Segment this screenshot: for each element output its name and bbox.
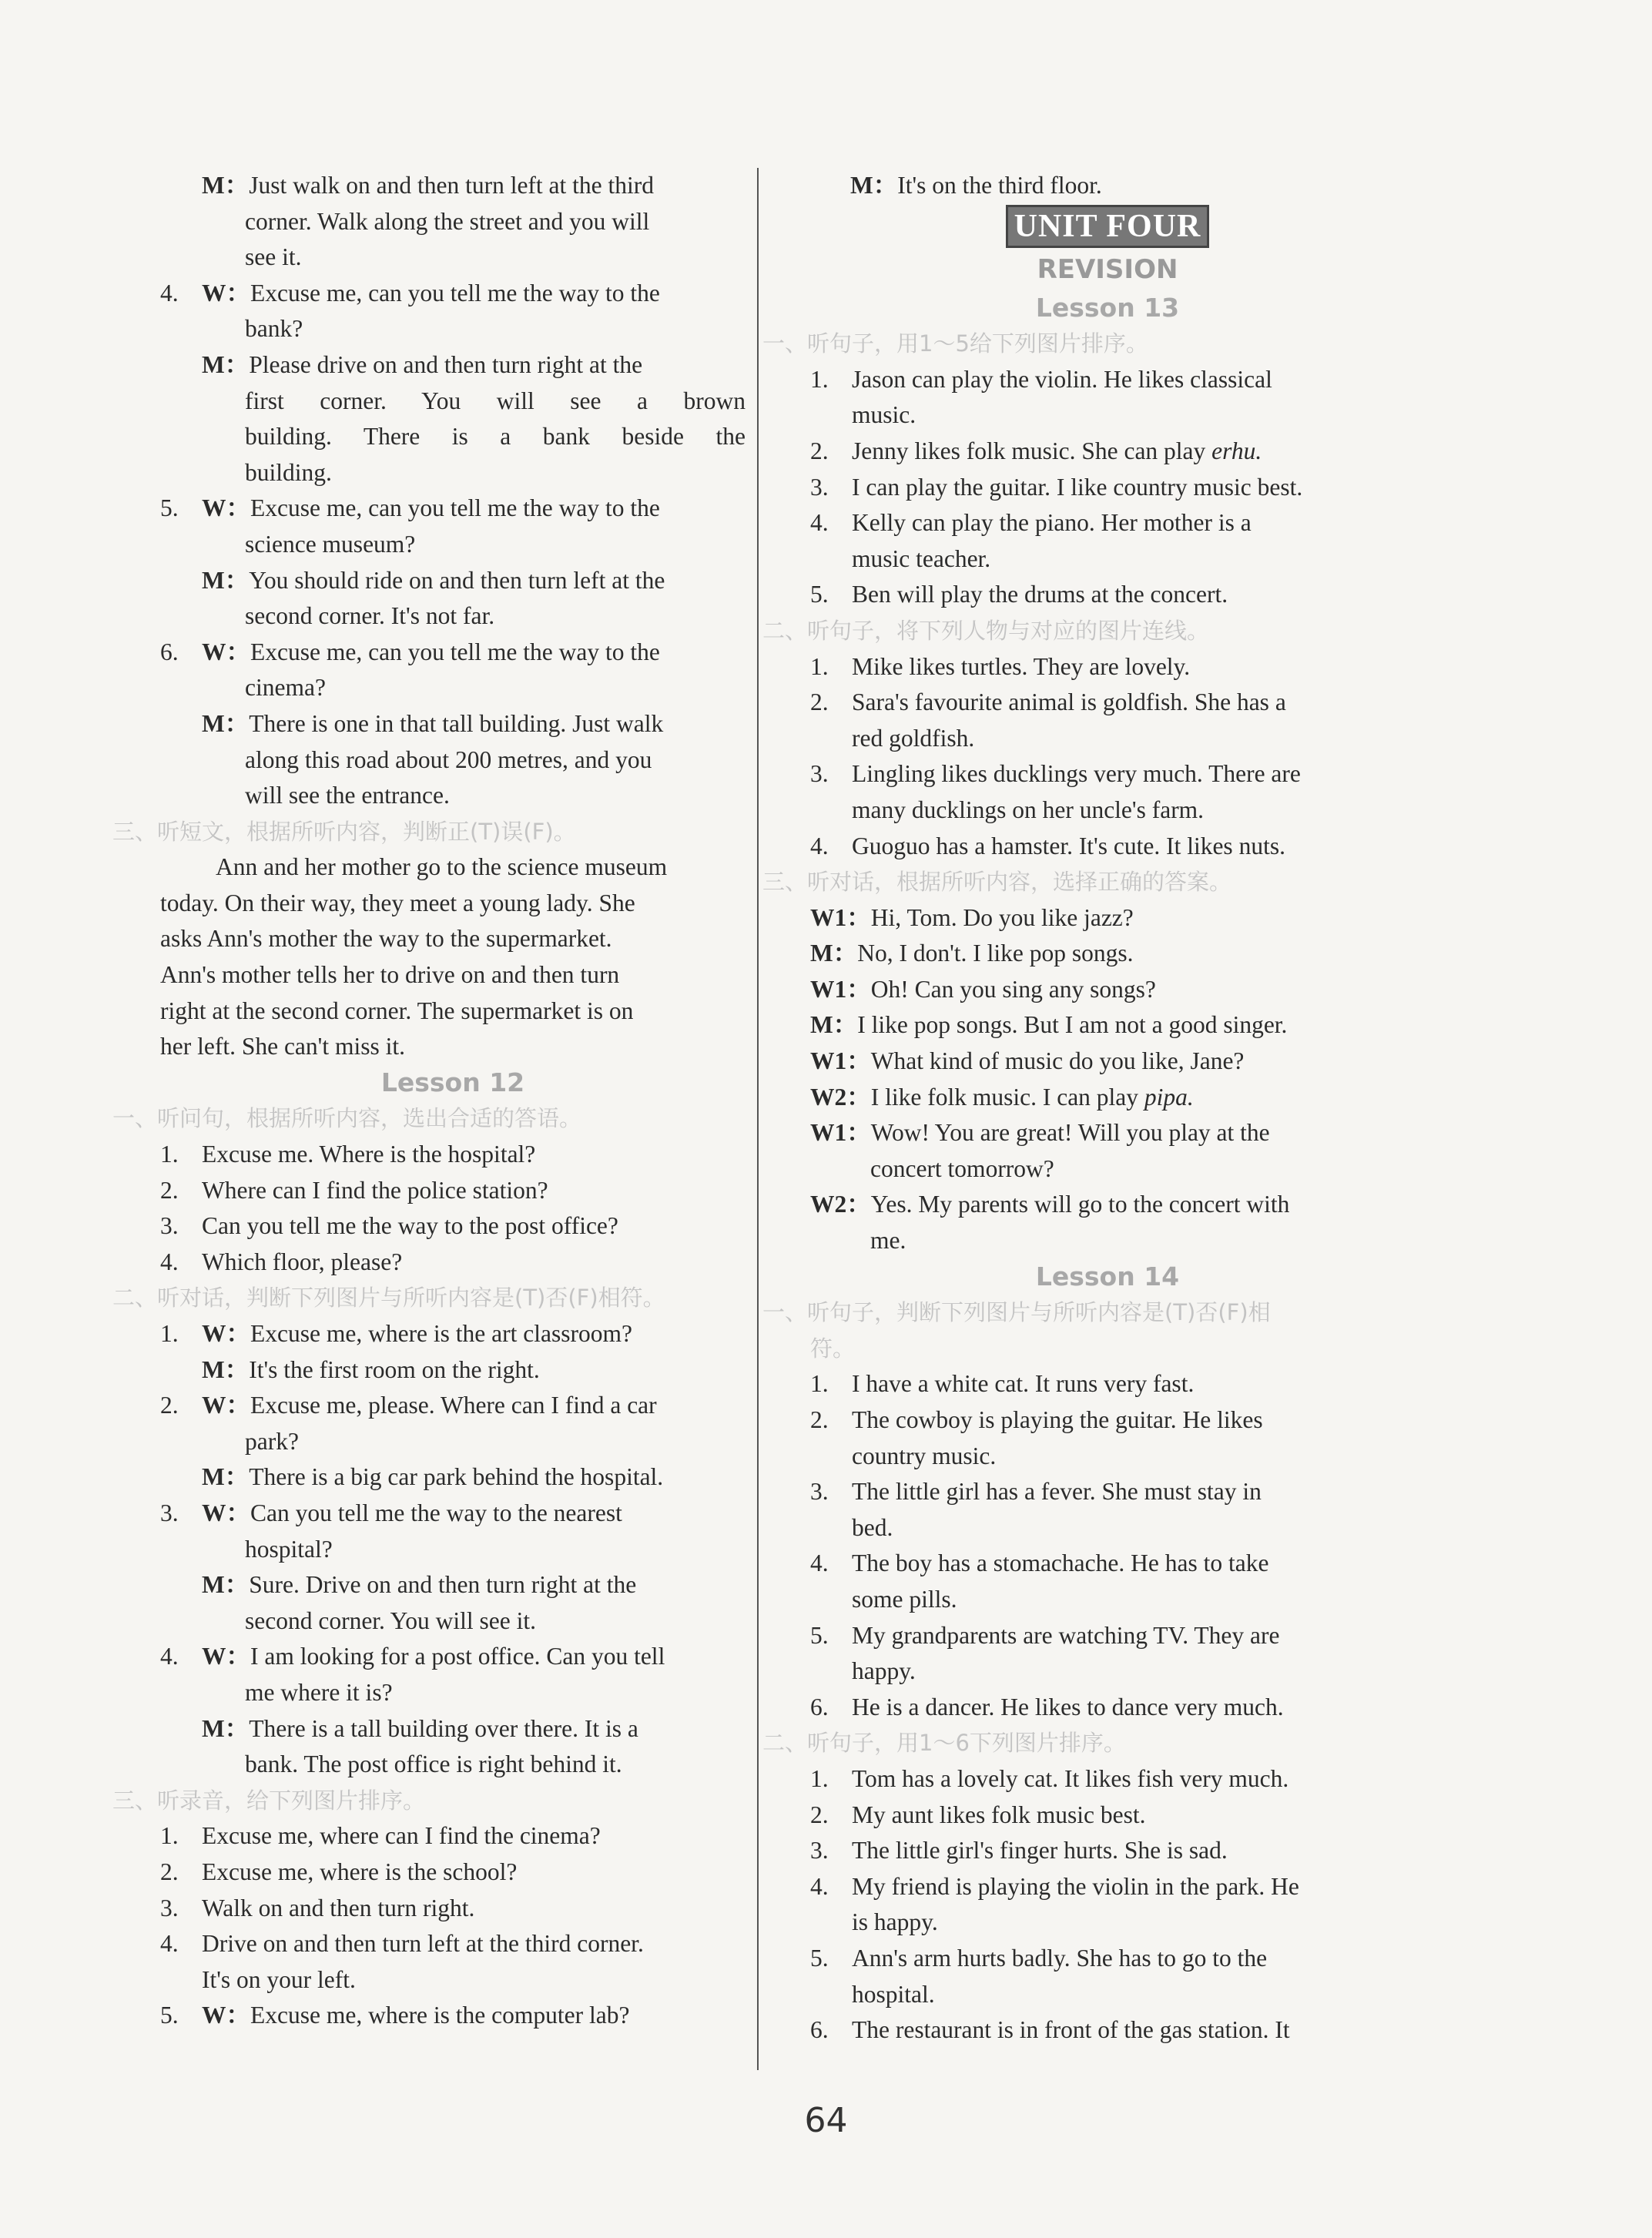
section-title: 一、听句子，用1～5给下列图片排序。	[762, 330, 1148, 357]
dialogue-line: 3. W：Can you tell me the way to the nearest	[160, 1499, 622, 1526]
unit-title: UNIT FOUR	[1006, 205, 1210, 248]
list-item: country music.	[852, 1442, 997, 1469]
list-item: 4. Which floor, please?	[160, 1248, 403, 1275]
list-item: 3. Lingling likes ducklings very much. There are	[810, 760, 1301, 788]
lesson-heading: Lesson 14	[1035, 1261, 1180, 1292]
dialogue-line: park?	[245, 1427, 299, 1455]
list-item: 3. The little girl has a fever. She must stay in	[810, 1478, 1262, 1506]
list-item: red goldfish.	[852, 724, 975, 752]
list-item: happy.	[852, 1657, 916, 1685]
dialogue-line: cinema?	[245, 674, 326, 702]
list-item: music.	[852, 401, 916, 429]
dialogue-line: W1：Wow! You are great! Will you play at the	[810, 1119, 1270, 1147]
dialogue-line: concert tomorrow?	[870, 1154, 1054, 1182]
dialogue-line: M：There is a tall building over there. It is a	[202, 1714, 638, 1742]
list-item: is happy.	[852, 1908, 938, 1936]
list-item: 4. Drive on and then turn left at the third corner.	[160, 1930, 644, 1958]
dialogue-line: corner. Walk along the street and you will	[245, 207, 650, 235]
dialogue-line: me where it is?	[245, 1678, 393, 1706]
section-title: 一、听问句，根据所听内容，选出合适的答语。	[112, 1105, 582, 1132]
section-title: 三、听录音，给下列图片排序。	[112, 1787, 426, 1814]
list-item: hospital.	[852, 1980, 935, 2008]
dialogue-line: 4. W：Excuse me, can you tell me the way to the	[160, 279, 660, 307]
section-title: 二、听句子，将下列人物与对应的图片连线。	[762, 617, 1210, 644]
dialogue-line: W1：Hi, Tom. Do you like jazz?	[810, 903, 1134, 931]
list-item: 6. He is a dancer. He likes to dance very much.	[810, 1693, 1284, 1720]
dialogue-line: 6. W：Excuse me, can you tell me the way to the	[160, 638, 660, 665]
dialogue-line: second corner. You will see it.	[245, 1606, 536, 1634]
column-divider	[757, 168, 759, 2070]
dialogue-line: first corner. You will see a brown	[245, 387, 746, 414]
dialogue-line: 4. W：I am looking for a post office. Can you tell	[160, 1643, 665, 1670]
dialogue-line: hospital?	[245, 1535, 333, 1563]
dialogue-line: M：There is a big car park behind the hospital.	[202, 1463, 664, 1491]
list-item: 4. The boy has a stomachache. He has to take	[810, 1550, 1269, 1577]
list-item: 1. Tom has a lovely cat. It likes fish very much.	[810, 1764, 1289, 1792]
list-item: some pills.	[852, 1585, 957, 1613]
passage-line: asks Ann's mother the way to the supermarket.	[160, 925, 612, 953]
list-item: 2. My aunt likes folk music best.	[810, 1801, 1146, 1828]
section-title: 二、听句子，用1～6下列图片排序。	[762, 1730, 1126, 1757]
list-item: 5. Ben will play the drums at the concert.	[810, 581, 1228, 608]
dialogue-line: 2. W：Excuse me, please. Where can I find a car	[160, 1392, 657, 1419]
dialogue-line: M：You should ride on and then turn left at the	[202, 566, 665, 594]
list-item: 4. My friend is playing the violin in the park. He	[810, 1872, 1299, 1900]
dialogue-line: M：Sure. Drive on and then turn right at the	[202, 1571, 637, 1599]
list-item: 1. Excuse me. Where is the hospital?	[160, 1141, 536, 1168]
dialogue-line: W2：Yes. My parents will go to the concert with	[810, 1191, 1290, 1218]
section-title: 符。	[810, 1335, 856, 1362]
list-item: 1. Excuse me, where can I find the cinema?	[160, 1822, 601, 1850]
list-item: 2. Excuse me, where is the school?	[160, 1858, 518, 1885]
list-item: bed.	[852, 1513, 893, 1541]
dialogue-line: 1. W：Excuse me, where is the art classroom?	[160, 1320, 632, 1347]
dialogue-line: see it.	[245, 243, 302, 271]
list-item: 3. Walk on and then turn right.	[160, 1894, 475, 1921]
dialogue-line: M：No, I don't. I like pop songs.	[810, 940, 1134, 967]
list-item: music teacher.	[852, 544, 991, 572]
list-item: 4. Guoguo has a hamster. It's cute. It likes nuts.	[810, 832, 1285, 859]
list-item: many ducklings on her uncle's farm.	[852, 796, 1205, 823]
list-item: 4. Kelly can play the piano. Her mother is a	[810, 509, 1252, 537]
dialogue-line: me.	[870, 1227, 906, 1255]
unit-banner	[810, 204, 1405, 249]
dialogue-line: along this road about 200 metres, and you	[245, 745, 652, 773]
list-item: 2. Sara's favourite animal is goldfish. She has a	[810, 688, 1286, 716]
passage-line: her left. She can't miss it.	[160, 1033, 405, 1060]
list-item: 3. The little girl's finger hurts. She is sad.	[810, 1837, 1228, 1864]
section-title: 三、听对话，根据所听内容，选择正确的答案。	[762, 869, 1232, 896]
section-title: 一、听句子，判断下列图片与所听内容是(T)否(F)相	[762, 1299, 1271, 1326]
dialogue-line: W1：What kind of music do you like, Jane?	[810, 1047, 1245, 1075]
right-column	[762, 168, 1405, 2049]
dialogue-line: building.	[245, 458, 332, 486]
dialogue-line: M：There is one in that tall building. Just walk	[202, 709, 664, 737]
lesson-heading: Lesson 13	[1035, 292, 1180, 323]
list-item: 6. The restaurant is in front of the gas station. It	[810, 2016, 1290, 2044]
dialogue-line: bank. The post office is right behind it.	[245, 1751, 622, 1778]
list-item: 5. Ann's arm hurts badly. She has to go to the	[810, 1944, 1268, 1972]
list-item: 5. My grandparents are watching TV. They are	[810, 1621, 1280, 1649]
dialogue-line: bank?	[245, 315, 303, 343]
passage-line: Ann's mother tells her to drive on and then turn	[160, 961, 620, 989]
passage-line: Ann and her mother go to the science museum	[216, 853, 668, 881]
dialogue-line: M：It's on the third floor.	[850, 172, 1102, 199]
list-item: 3. Can you tell me the way to the post office?	[160, 1212, 618, 1240]
dialogue-line: M：I like pop songs. But I am not a good singer.	[810, 1011, 1288, 1039]
revision-heading: REVISION	[1037, 253, 1178, 285]
list-item: 1. Jason can play the violin. He likes classical	[810, 365, 1272, 393]
page-number: 64	[804, 2101, 848, 2140]
dialogue-line: W2：I like folk music. I can play pipa.	[810, 1083, 1194, 1111]
dialogue-line: science museum?	[245, 530, 416, 558]
list-item: It's on your left.	[202, 1965, 356, 1993]
dialogue-line: W1：Oh! Can you sing any songs?	[810, 975, 1156, 1003]
dialogue-line: M：Please drive on and then turn right at the	[202, 350, 643, 378]
list-item: 2. Where can I find the police station?	[160, 1176, 548, 1204]
lesson-heading: Lesson 12	[380, 1067, 525, 1097]
section-title: 二、听对话，判断下列图片与所听内容是(T)否(F)相符。	[112, 1285, 665, 1312]
dialogue-line: M：Just walk on and then turn left at the third	[202, 172, 654, 199]
list-item: 2. Jenny likes folk music. She can play erhu.	[810, 437, 1262, 464]
passage-line: right at the second corner. The supermarket is on	[160, 997, 634, 1024]
left-column	[112, 168, 746, 2034]
list-item: 2. The cowboy is playing the guitar. He likes	[810, 1406, 1263, 1433]
dialogue-line: M：It's the first room on the right.	[202, 1355, 540, 1383]
dialogue-line: will see the entrance.	[245, 782, 450, 809]
passage-line: today. On their way, they meet a young lady. She	[160, 889, 635, 916]
list-item: 1. I have a white cat. It runs very fast.	[810, 1370, 1195, 1398]
list-item: 1. Mike likes turtles. They are lovely.	[810, 652, 1191, 680]
list-item: 3. I can play the guitar. I like country music best.	[810, 473, 1303, 501]
dialogue-line: 5. W：Excuse me, where is the computer lab?	[160, 2002, 630, 2029]
dialogue-line: building. There is a bank beside the	[245, 423, 746, 451]
section-title: 三、听短文，根据所听内容，判断正(T)误(F)。	[112, 818, 576, 845]
dialogue-line: second corner. It's not far.	[245, 602, 495, 630]
dialogue-line: 5. W：Excuse me, can you tell me the way to the	[160, 494, 660, 522]
